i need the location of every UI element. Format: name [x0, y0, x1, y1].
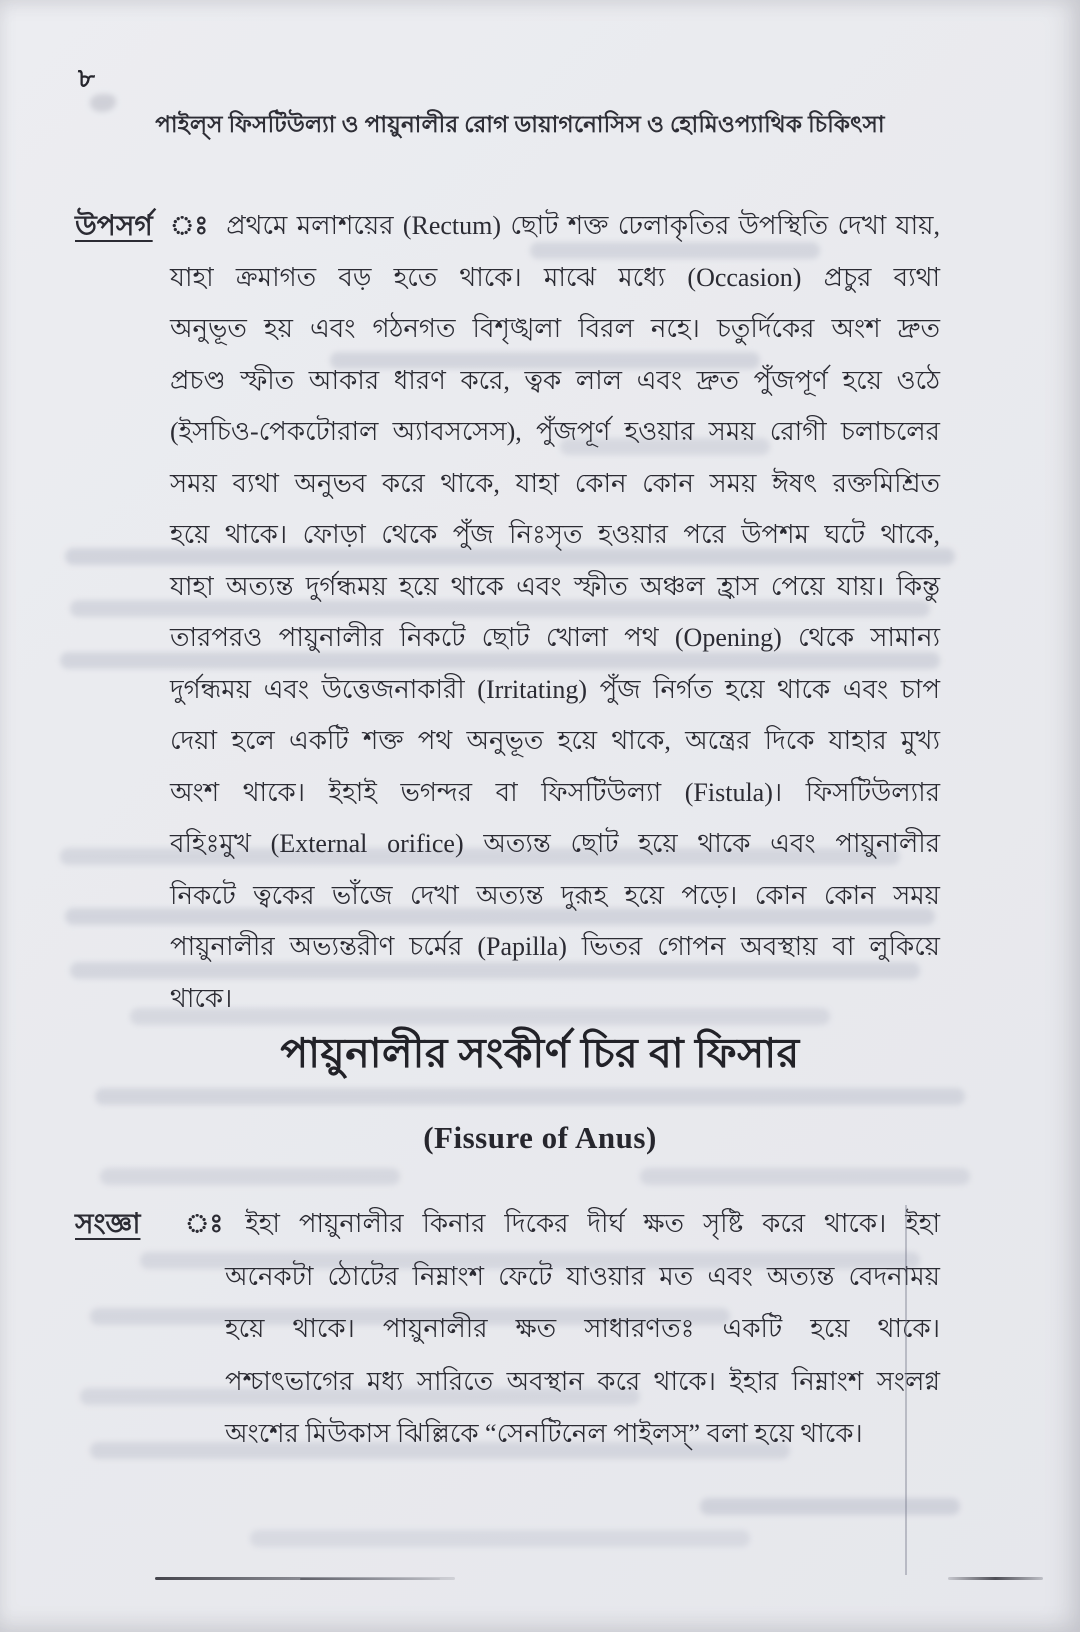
text-line	[185, 1198, 940, 1251]
text-line: প্রচণ্ড স্ফীত আকার ধারণ করে, ত্বক লাল এবং দ্রুত পুঁজপূর্ণ হয়ে ওঠে	[170, 365, 940, 395]
fissure-heading-english: (Fissure of Anus)	[423, 1120, 657, 1155]
definition-paragraph	[185, 1198, 940, 1461]
text-line: বহিঃমুখ (External orifice) অত্যন্ত ছোট হয়ে থাকে এবং পায়ুনালীর	[170, 829, 940, 858]
text-line: অনেকটা ঠোটের নিম্নাংশ ফেটে যাওয়ার মত এবং অত্যন্ত বেদনাময়	[225, 1261, 940, 1291]
text-line: অংশ থাকে। ইহাই ভগন্দর বা ফিসটিউল্যা (Fistula)। ফিসটিউল্যার	[170, 777, 940, 807]
bleedthrough-vertical-line	[905, 1205, 907, 1575]
fissure-heading-bengali: পায়ুনালীর সংকীর্ণ চির বা ফিসার	[280, 1030, 800, 1076]
footer-rule-middle	[300, 1578, 440, 1580]
text-line: যাহা ক্রমাগত বড় হতে থাকে। মাঝে মধ্যে (Occasion) প্রচুর ব্যথা	[170, 262, 940, 292]
running-header: পাইল্স ফিসটিউল্যা ও পায়ুনালীর রোগ ডায়াগনোসিস ও হোমিওপ্যাথিক চিকিৎসা	[155, 112, 885, 137]
text-line: দুর্গন্ধময় এবং উত্তেজনাকারী (Irritating) পুঁজ নির্গত হয়ে থাকে এবং চাপ	[170, 674, 940, 704]
symptoms-paragraph	[170, 200, 940, 1024]
section-colon-separator: ঃ	[170, 211, 209, 240]
text-line: দেয়া হলে একটি শক্ত পথ অনুভূত হয়ে থাকে, অন্ত্রের দিকে যাহার মুখ্য	[170, 726, 940, 755]
text-line: অংশের মিউকাস ঝিল্লিকে “সেনটিনেল পাইলস্” বলা হয়ে থাকে।	[225, 1419, 863, 1448]
text-line: তারপরও পায়ুনালীর নিকটে ছোট খোলা পথ (Opening) থেকে সামান্য	[170, 623, 940, 652]
text-line-content: প্রথমে মলাশয়ের (Rectum) ছোট শক্ত ঢেলাকৃতির উপস্থিতি দেখা যায়,	[226, 211, 940, 240]
definition-label: সংজ্ঞা	[75, 1209, 141, 1240]
text-line	[170, 200, 940, 252]
text-line: পশ্চাৎভাগের মধ্য সারিতে অবস্থান করে থাকে। ইহার নিম্নাংশ সংলগ্ন	[225, 1366, 940, 1396]
bleedthrough-artifact	[250, 1530, 750, 1547]
bleedthrough-artifact	[700, 1498, 960, 1515]
text-line: যাহা অত্যন্ত দুর্গন্ধময় হয়ে থাকে এবং স্ফীত অঞ্চল হ্রাস পেয়ে যায়। কিন্তু	[170, 571, 940, 601]
text-line: নিকটে ত্বকের ভাঁজে দেখা অত্যন্ত দুরূহ হয়ে পড়ে। কোন কোন সময়	[170, 880, 940, 910]
text-line: হয়ে থাকে। ফোড়া থেকে পুঁজ নিঃসৃত হওয়ার পরে উপশম ঘটে থাকে,	[170, 520, 940, 549]
section-colon-separator: ঃ	[185, 1209, 224, 1238]
text-line: (ইসচিও-পেকটোরাল অ্যাবসসেস), পুঁজপূর্ণ হওয়ার সময় রোগী চলাচলের	[170, 417, 940, 446]
symptoms-label: উপসর্গ	[75, 211, 153, 242]
text-line: হয়ে থাকে। পায়ুনালীর ক্ষত সাধারণতঃ একটি হয়ে থাকে।	[225, 1314, 940, 1343]
text-line: সময় ব্যথা অনুভব করে থাকে, যাহা কোন কোন সময় ঈষৎ রক্তমিশ্রিত	[170, 468, 940, 498]
definition-section	[0, 1198, 1080, 1461]
text-line: অনুভূত হয় এবং গঠনগত বিশৃঙ্খলা বিরল নহে। চতুর্দিকের অংশ দ্রুত	[170, 314, 940, 343]
text-line: পায়ুনালীর অভ্যন্তরীণ চর্মের (Papilla) ভিতর গোপন অবস্থায় বা লুকিয়ে	[170, 932, 940, 961]
footer-rule-right	[948, 1577, 1043, 1580]
symptoms-section	[0, 200, 1080, 1024]
bleedthrough-artifact	[640, 1168, 970, 1185]
text-line-content: ইহা পায়ুনালীর কিনার দিকের দীর্ঘ ক্ষত সৃষ্টি করে থাকে। ইহা	[245, 1209, 940, 1238]
page-number: ৮	[78, 64, 95, 93]
text-line: থাকে।	[170, 983, 233, 1013]
bleedthrough-artifact	[100, 1168, 400, 1185]
